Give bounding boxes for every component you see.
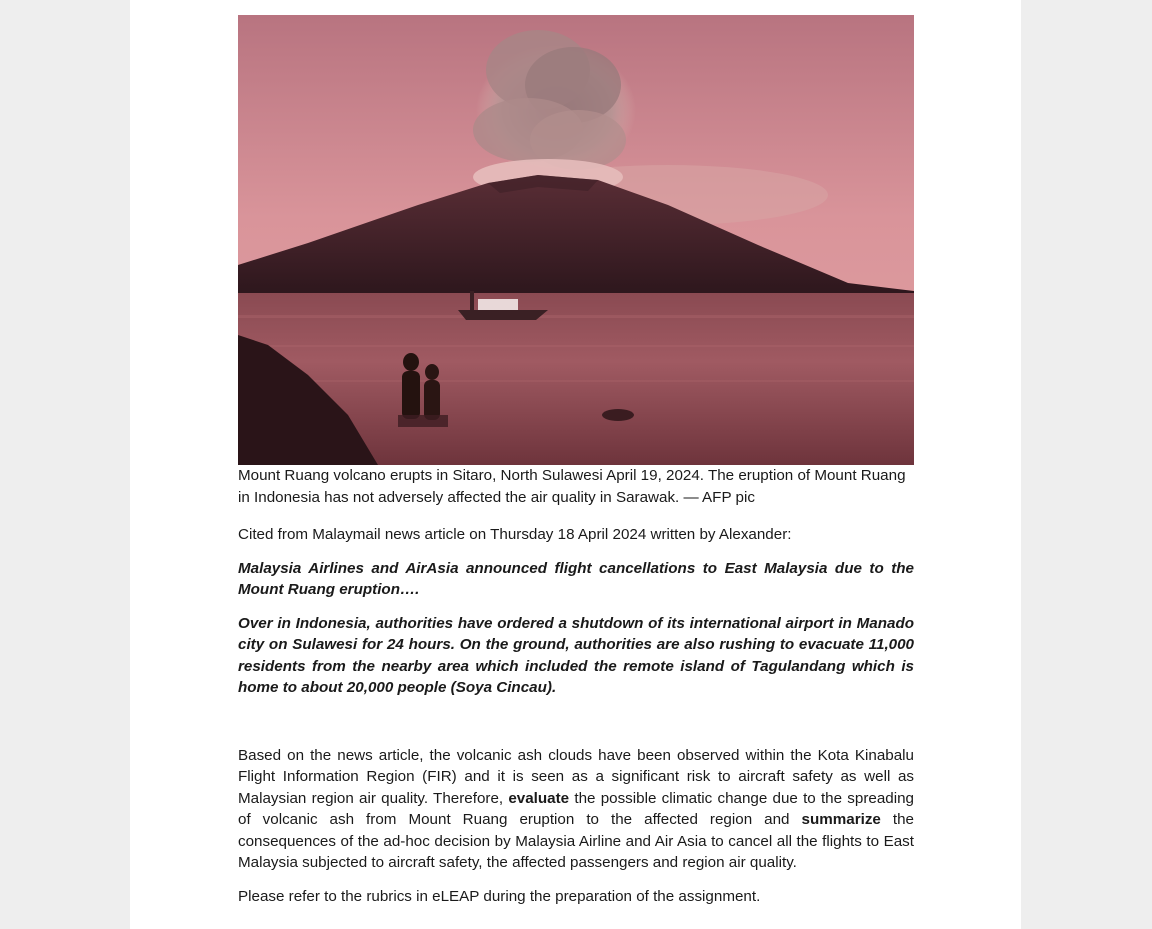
instruction-text: the consequences of the ad-hoc decision by Malaysia Airline and Air Asia to cancel all the flights to East Malaysia subjected to aircraft safety, the affected passengers and region air quality. <box>238 811 915 871</box>
assignment-instructions <box>238 745 914 874</box>
quote-paragraph: Malaysia Airlines and AirAsia announced flight cancellations to East Malaysia due to the Mount Ruang eruption…. <box>238 559 914 598</box>
citation-line: Cited from Malaymail news article on Thursday 18 April 2024 written by Alexander: <box>238 526 792 543</box>
quote-paragraph: Over in Indonesia, authorities have ordered a shutdown of its international airport in Manado city on Sulawesi for 24 hours. On the ground, authorities are also rushing to evacuate 11,000 residents from the nearby area which included the remote island of Tagulandang which is home to about 20,000 people (Soya Cincau). <box>238 614 914 696</box>
instruction-text: the possible climatic change due to the spreading of volcanic ash from Mount Ruang eruption to the affected region and <box>238 789 914 828</box>
document-page <box>130 0 1021 929</box>
document-content <box>238 15 914 907</box>
volcano-eruption-photo <box>238 15 914 465</box>
photo-caption: Mount Ruang volcano erupts in Sitaro, North Sulawesi April 19, 2024. The eruption of Mount Ruang in Indonesia has not adversely affected the air quality in Sarawak. — AFP pic <box>238 467 906 506</box>
evaluate-keyword: evaluate <box>508 789 570 807</box>
instruction-text: Based on the news article, the volcanic ash clouds have been observed within the Kota Kinabalu Flight Information Region (FIR) and it is seen as a significant risk to aircraft safety as well as Malaysian region air quality. Therefore, <box>238 746 914 807</box>
rubrics-note: Please refer to the rubrics in eLEAP during the preparation of the assignment. <box>238 887 761 905</box>
summarize-keyword: summarize <box>801 811 881 828</box>
